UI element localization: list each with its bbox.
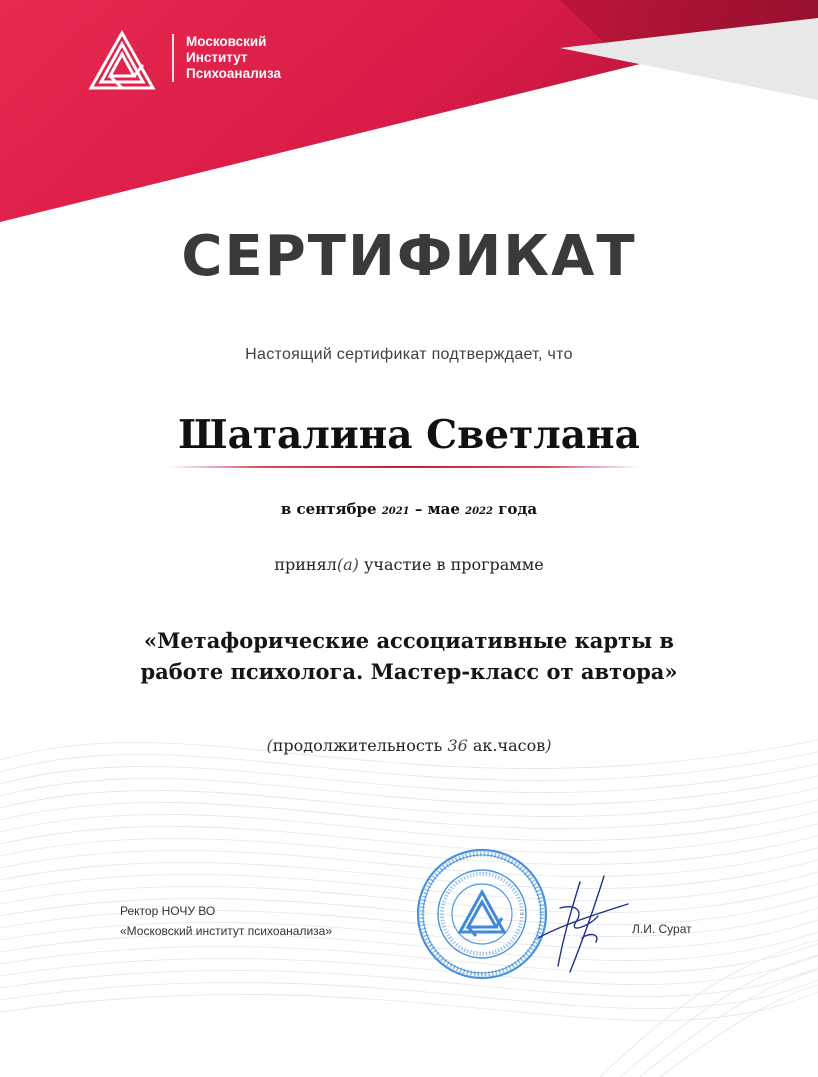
duration-open-paren: ( [266,736,273,755]
program-title: «Метафорические ассоциативные карты в работе психолога. Мастер-класс от автора» [140,628,678,684]
institute-name [186,34,281,82]
logo-line-2: Институт [186,50,248,65]
duration-unit: ак.часов [467,736,546,755]
period-suffix: года [492,500,538,518]
rector-line-1: Ректор НОЧУ ВО [120,904,216,918]
duration-close-paren: ) [545,736,552,755]
period-middle: – мае [409,500,466,518]
participation-text [0,555,818,574]
period-year-start: 2021 [381,506,410,517]
rector-line-2: «Московский институт психоанализа» [120,924,333,938]
participation-after: участие в программе [358,555,544,574]
intro-text: Настоящий сертификат подтверждает, что [245,346,573,363]
signer-name: Л.И. Сурат [632,922,692,936]
logo-divider [172,34,174,82]
triangle-knot-logo-icon [88,30,156,92]
rector-title [120,901,332,941]
wave-lines-decoration [0,740,818,1021]
logo-line-3: Психоанализа [186,66,282,81]
duration-label: продолжительность [272,736,448,755]
name-underline [168,466,640,468]
certificate-title: СЕРТИФИКАТ [181,224,637,289]
duration-hours: 36 [447,736,468,755]
period-prefix: в сентябре [280,500,382,518]
logo-line-1: Московский [186,34,267,49]
program-duration [0,736,818,755]
period-year-end: 2022 [465,506,493,517]
handwritten-signature [520,868,640,978]
participation-handwritten: (а) [336,555,359,574]
participation-before: принял [274,555,337,574]
program-period [0,500,818,518]
recipient-name: Шаталина Светлана [178,412,640,458]
